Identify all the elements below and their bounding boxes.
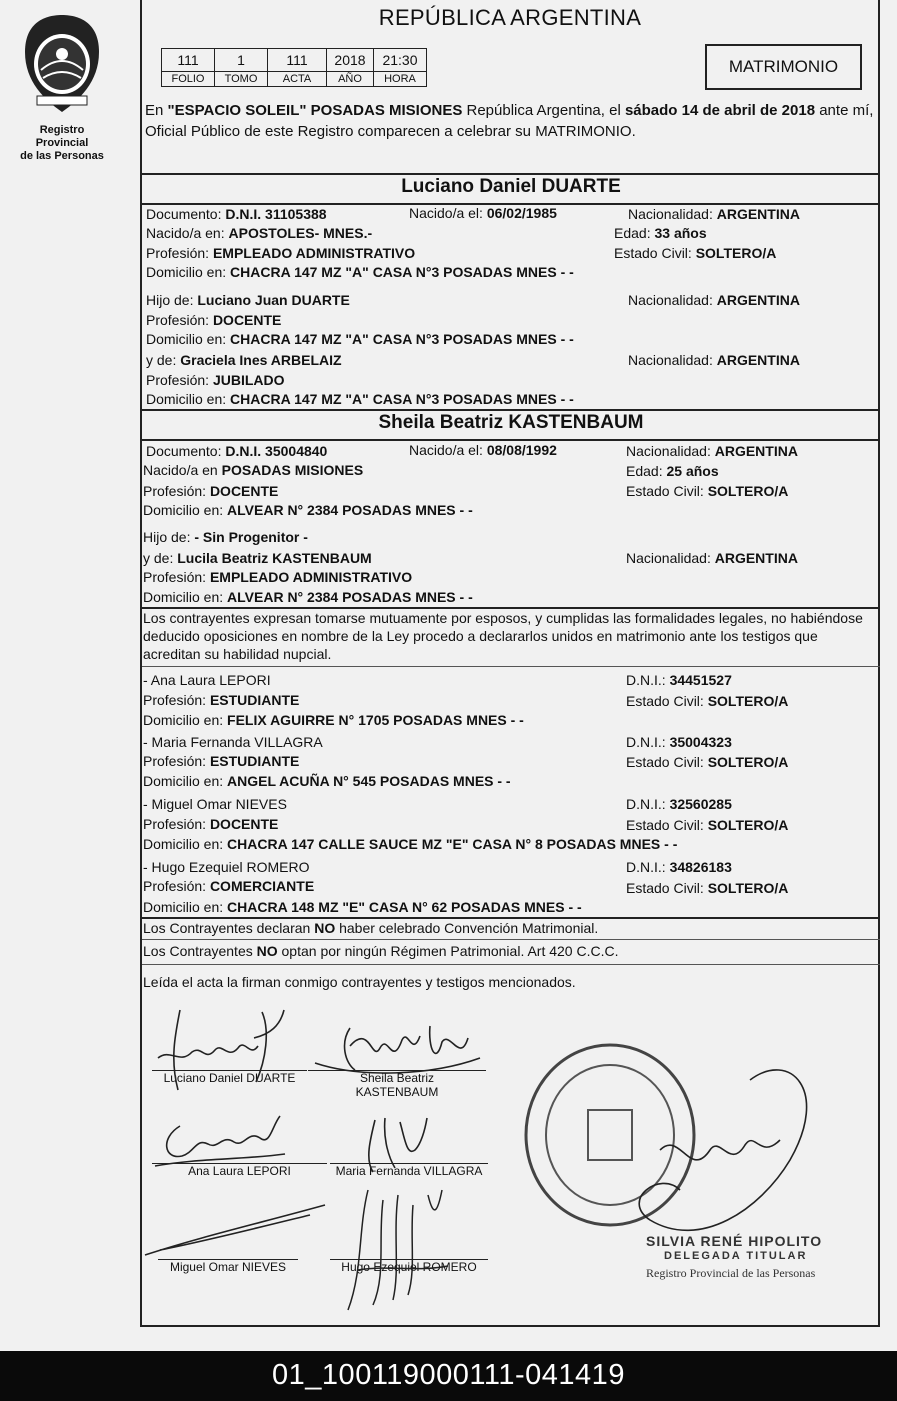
spouse1-birthplace: Nacido/a en: APOSTOLES- MNES.- bbox=[146, 225, 373, 241]
spouse1-father-address: Domicilio en: CHACRA 147 MZ "A" CASA N°3 POSADAS MNES - - bbox=[146, 331, 574, 347]
spouse1-civil: Estado Civil: SOLTERO/A bbox=[614, 245, 777, 261]
spouse2-document: Documento: D.N.I. 35004840 bbox=[146, 443, 328, 459]
witness-profession: Profesión: ESTUDIANTE bbox=[143, 753, 300, 769]
witness-name: - Hugo Ezequiel ROMERO bbox=[143, 859, 310, 875]
spouse2-mother-nationality: Nacionalidad: ARGENTINA bbox=[626, 550, 798, 566]
witness-address: Domicilio en: FELIX AGUIRRE N° 1705 POSADAS MNES - - bbox=[143, 712, 524, 728]
spouse2-mother-profession: Profesión: EMPLEADO ADMINISTRATIVO bbox=[143, 569, 413, 585]
spouse1-mother-profession: Profesión: JUBILADO bbox=[146, 372, 285, 388]
witness-name: - Miguel Omar NIEVES bbox=[143, 796, 287, 812]
handwritten-signature-2 bbox=[310, 1018, 485, 1078]
witness-civil: Estado Civil: SOLTERO/A bbox=[626, 817, 789, 833]
intro-text-1: En bbox=[145, 102, 168, 119]
witness-civil: Estado Civil: SOLTERO/A bbox=[626, 693, 789, 709]
witness-dni: D.N.I.: 35004323 bbox=[626, 734, 732, 750]
handwritten-signature-3 bbox=[150, 1108, 290, 1168]
tomo-value: 1 bbox=[215, 49, 268, 72]
intro-text-3: ante mí, Oficial Público de este Registro comparecen a celebrar su MATRIMONIO. bbox=[145, 102, 874, 140]
spouse1-father-nationality: Nacionalidad: ARGENTINA bbox=[628, 292, 800, 308]
witness-dni: D.N.I.: 34826183 bbox=[626, 859, 732, 875]
spouse1-father: Hijo de: Luciano Juan DUARTE bbox=[146, 292, 350, 308]
spouse1-name: Luciano Daniel DUARTE bbox=[401, 176, 621, 197]
logo-caption-line1: Registro Provincial bbox=[35, 124, 89, 149]
spouse1-age: Edad: 33 años bbox=[614, 225, 707, 241]
acta-value: 111 bbox=[268, 49, 327, 72]
footer-code: 01_100119000111-041419 bbox=[0, 1351, 897, 1401]
spouse1-mother-nationality: Nacionalidad: ARGENTINA bbox=[628, 352, 800, 368]
witness-profession: Profesión: DOCENTE bbox=[143, 816, 279, 832]
signature-label-ana: Ana Laura LEPORI bbox=[188, 1164, 291, 1178]
tomo-label: TOMO bbox=[215, 72, 268, 87]
handwritten-signature-1 bbox=[150, 990, 310, 1100]
intro-date: sábado 14 de abril de 2018 bbox=[624, 102, 816, 119]
spouse2-birthdate: Nacido/a el: 08/08/1992 bbox=[409, 442, 557, 458]
official-name: SILVIA RENÉ HIPOLITO bbox=[646, 1233, 823, 1249]
spouse1-father-profession: Profesión: DOCENTE bbox=[146, 312, 282, 328]
witness-name: - Ana Laura LEPORI bbox=[143, 672, 271, 688]
province-seal-icon bbox=[19, 12, 105, 117]
spouse1-document: Documento: D.N.I. 31105388 bbox=[146, 206, 327, 222]
handwritten-signature-6 bbox=[338, 1180, 468, 1320]
witness-civil: Estado Civil: SOLTERO/A bbox=[626, 880, 789, 896]
divider bbox=[142, 964, 880, 965]
spouse2-nationality: Nacionalidad: ARGENTINA bbox=[626, 443, 798, 459]
spouse2-birthplace: Nacido/a en POSADAS MISIONES bbox=[143, 462, 364, 478]
intro-text-2: República Argentina, el bbox=[462, 102, 625, 119]
spouse2-civil: Estado Civil: SOLTERO/A bbox=[626, 483, 789, 499]
witness-profession: Profesión: ESTUDIANTE bbox=[143, 692, 300, 708]
divider bbox=[142, 173, 880, 175]
folio-label: FOLIO bbox=[162, 72, 215, 87]
spouse1-profession: Profesión: EMPLEADO ADMINISTRATIVO bbox=[146, 245, 416, 261]
document-title: REPÚBLICA ARGENTINA bbox=[378, 5, 642, 30]
official-role: DELEGADA TITULAR bbox=[664, 1250, 808, 1262]
spouse2-name: Sheila Beatriz KASTENBAUM bbox=[378, 412, 644, 433]
witness-dni: D.N.I.: 32560285 bbox=[626, 796, 732, 812]
handwritten-signature-5 bbox=[140, 1195, 330, 1265]
witness-dni: D.N.I.: 34451527 bbox=[626, 672, 732, 688]
closing-statement: Leída el acta la firman conmigo contrayentes y testigos mencionados. bbox=[143, 974, 576, 990]
witness-address: Domicilio en: CHACRA 148 MZ "E" CASA N° 62 POSADAS MNES - - bbox=[143, 899, 582, 915]
handwritten-signature-4 bbox=[355, 1110, 435, 1180]
spouse2-father: Hijo de: - Sin Progenitor - bbox=[143, 529, 308, 545]
spouse1-birthdate: Nacido/a el: 06/02/1985 bbox=[409, 205, 557, 221]
spouse2-profession: Profesión: DOCENTE bbox=[143, 483, 279, 499]
logo-caption-line2: de las Personas bbox=[20, 150, 104, 162]
spouse2-mother-address: Domicilio en: ALVEAR N° 2384 POSADAS MNES - - bbox=[143, 589, 473, 605]
folio-value: 111 bbox=[162, 49, 215, 72]
divider bbox=[142, 666, 880, 667]
signature-label-miguel: Miguel Omar NIEVES bbox=[169, 1260, 287, 1274]
spouse2-age: Edad: 25 años bbox=[626, 463, 719, 479]
signature-label-sheila: Sheila Beatriz KASTENBAUM bbox=[355, 1071, 439, 1099]
witness-address: Domicilio en: CHACRA 147 CALLE SAUCE MZ "E" CASA N° 8 POSADAS MNES - - bbox=[143, 836, 678, 852]
spouse1-nationality: Nacionalidad: ARGENTINA bbox=[628, 206, 800, 222]
intro-place: "ESPACIO SOLEIL" POSADAS MISIONES bbox=[167, 102, 463, 119]
spouse1-mother: y de: Graciela Ines ARBELAIZ bbox=[146, 352, 342, 368]
divider bbox=[142, 439, 880, 441]
declaration-paragraph: Los contrayentes expresan tomarse mutuamente por esposos, y cumplidas las formalidades legales, no habiéndose deducido oposiciones en nombre de la Ley procedo a declararlos unidos en matrimonio ante los testigos que acreditan su habilidad nupcial. bbox=[143, 610, 863, 662]
acta-label: ACTA bbox=[268, 72, 327, 87]
act-type-box: MATRIMONIO bbox=[705, 44, 862, 90]
divider bbox=[142, 917, 880, 919]
record-table bbox=[161, 48, 427, 87]
witness-civil: Estado Civil: SOLTERO/A bbox=[626, 754, 789, 770]
witness-address: Domicilio en: ANGEL ACUÑA N° 545 POSADAS MNES - - bbox=[143, 773, 511, 789]
hora-label: HORA bbox=[374, 72, 427, 87]
spouse2-address: Domicilio en: ALVEAR N° 2384 POSADAS MNES - - bbox=[143, 502, 473, 518]
spouse1-mother-address: Domicilio en: CHACRA 147 MZ "A" CASA N°3 POSADAS MNES - - bbox=[146, 391, 574, 407]
official-office: Registro Provincial de las Personas bbox=[646, 1266, 816, 1280]
witness-name: - Maria Fernanda VILLAGRA bbox=[143, 734, 323, 750]
signature-label-hugo: Hugo Ezequiel ROMERO bbox=[341, 1260, 477, 1274]
hora-value: 21:30 bbox=[374, 49, 427, 72]
anio-value: 2018 bbox=[327, 49, 374, 72]
signature-label-maria: Maria Fernanda VILLAGRA bbox=[335, 1164, 483, 1178]
intro-paragraph bbox=[145, 100, 880, 142]
signature-label-luciano: Luciano Daniel DUARTE bbox=[163, 1071, 296, 1085]
anio-label: AÑO bbox=[327, 72, 374, 87]
spouse2-mother: y de: Lucila Beatriz KASTENBAUM bbox=[143, 550, 372, 566]
spouse1-address: Domicilio en: CHACRA 147 MZ "A" CASA N°3 POSADAS MNES - - bbox=[146, 264, 574, 280]
divider bbox=[142, 939, 880, 940]
divider bbox=[142, 409, 880, 411]
registry-logo bbox=[14, 12, 110, 163]
convention-statement: Los Contrayentes declaran NO haber celebrado Convención Matrimonial. bbox=[143, 920, 599, 936]
regime-statement: Los Contrayentes NO optan por ningún Régimen Patrimonial. Art 420 C.C.C. bbox=[143, 943, 619, 959]
witness-profession: Profesión: COMERCIANTE bbox=[143, 878, 315, 894]
